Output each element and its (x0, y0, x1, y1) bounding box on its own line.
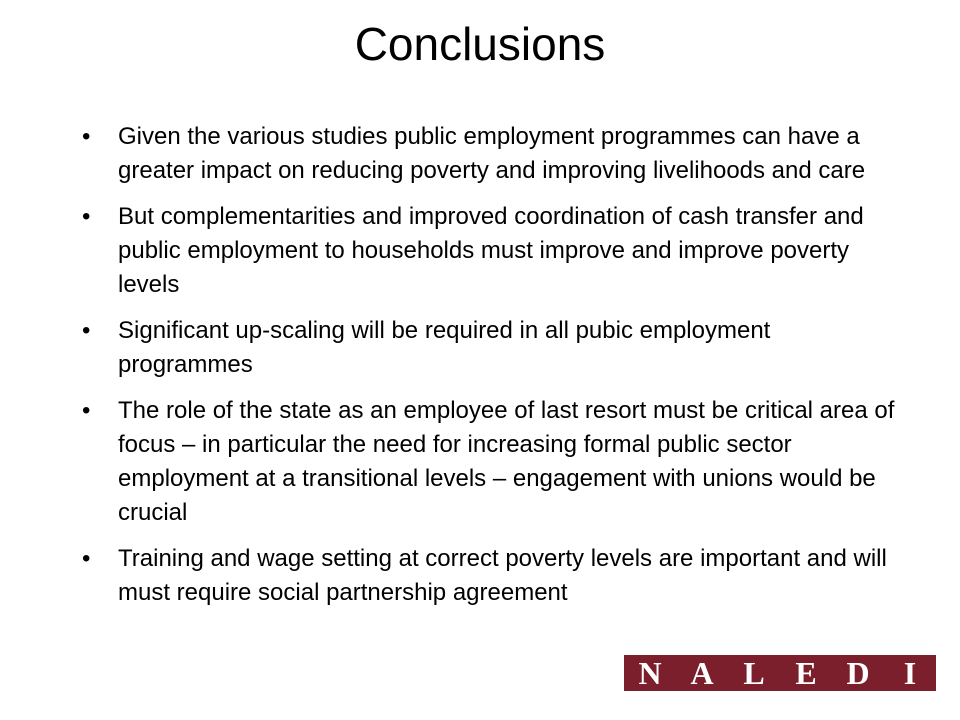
bullet-marker: • (82, 545, 91, 572)
bullet-marker: • (82, 203, 91, 230)
bullet-text: Significant up-scaling will be required in all pubic employment programmes (118, 317, 771, 378)
naledi-logo (624, 655, 936, 691)
bullet-item (80, 542, 900, 610)
bullet-text: The role of the state as an employee of last resort must be critical area of focus – in particular the need for increasing formal public sector employment at a transitional levels – engagement with unions would be crucial (118, 397, 895, 526)
slide-title: Conclusions (354, 18, 606, 70)
logo-letter: L (743, 654, 765, 691)
logo-letter: A (690, 654, 714, 691)
logo-letter: I (903, 654, 917, 691)
bullet-text: Training and wage setting at correct poverty levels are important and will must require social partnership agreement (118, 545, 887, 606)
logo-letter: D (846, 654, 870, 691)
bullet-list (80, 120, 900, 622)
bullet-item (80, 120, 900, 188)
logo-letter: E (795, 654, 817, 691)
bullet-marker: • (82, 397, 91, 424)
bullet-item (80, 200, 900, 302)
bullet-item (80, 394, 900, 530)
bullet-text: But complementarities and improved coordination of cash transfer and public employment to households must improve and improve poverty levels (118, 203, 864, 298)
bullet-marker: • (82, 123, 91, 150)
bullet-item (80, 314, 900, 382)
logo-letter: N (638, 654, 662, 691)
bullet-marker: • (82, 317, 91, 344)
bullet-text: Given the various studies public employment programmes can have a greater impact on reducing poverty and improving livelihoods and care (118, 123, 866, 184)
